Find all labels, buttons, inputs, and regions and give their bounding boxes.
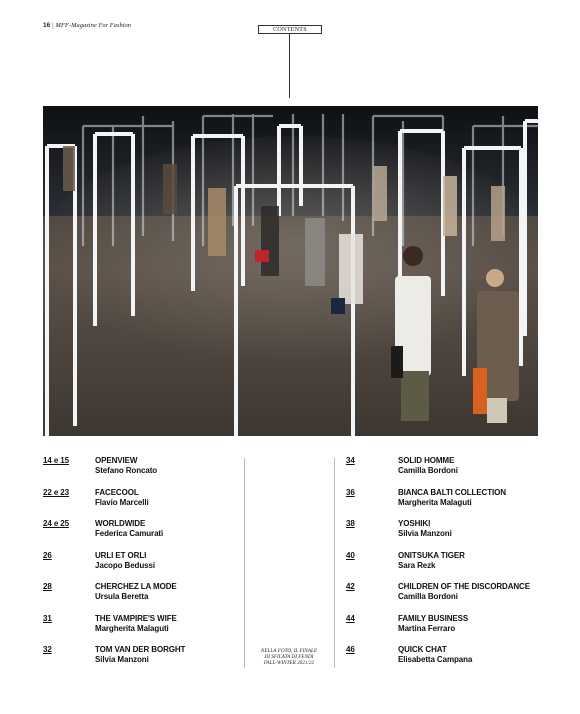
toc-author: Elisabetta Campana [398, 655, 473, 664]
toc-title: TOM VAN DER BORGHT [95, 645, 186, 654]
section-label: CONTENTS [258, 25, 322, 34]
toc-title: THE VAMPIRE'S WIFE [95, 613, 177, 623]
toc-item [346, 519, 546, 551]
toc-item [43, 614, 243, 646]
toc-item [43, 456, 243, 488]
toc-page-number: 14 e 15 [43, 456, 69, 465]
toc-page-number: 26 [43, 550, 52, 560]
toc-item [43, 488, 243, 520]
caption-line: NELLA FOTO, IL FINALE [260, 648, 318, 654]
toc-page-number: 44 [346, 613, 355, 623]
runway-photo-illustration [43, 106, 538, 436]
toc-item [43, 645, 243, 677]
toc-title: OPENVIEW [95, 456, 138, 465]
section-rule [289, 34, 290, 98]
toc-page-number: 36 [346, 487, 355, 497]
column-divider [334, 458, 335, 668]
toc-page-number: 46 [346, 645, 355, 654]
photo-caption [249, 648, 329, 667]
toc-page-number: 40 [346, 550, 355, 560]
toc-title: ONITSUKA TIGER [398, 550, 465, 560]
toc-item [346, 456, 546, 488]
toc-author: Stefano Roncato [95, 466, 158, 475]
toc-title: FAMILY BUSINESS [398, 613, 469, 623]
toc-author: Ursula Beretta [95, 592, 149, 601]
toc-title: SOLID HOMME [398, 456, 455, 465]
folio-separator: | [52, 22, 54, 29]
toc-page-number: 24 e 25 [43, 519, 69, 528]
toc-column-right [346, 456, 546, 677]
toc-author: Margherita Malaguti [95, 623, 169, 633]
toc-page-number: 34 [346, 456, 355, 465]
toc-title: QUICK CHAT [398, 645, 447, 654]
folio [43, 22, 131, 29]
toc-author: Martina Ferraro [398, 623, 456, 633]
toc-item [346, 645, 546, 677]
toc-page-number: 31 [43, 613, 52, 623]
toc-author: Margherita Malaguti [398, 497, 472, 507]
toc-page-number: 28 [43, 582, 52, 591]
runway-photo [43, 106, 538, 436]
toc-author: Camilla Bordoni [398, 466, 458, 475]
toc-author: Silvia Manzoni [398, 529, 452, 538]
toc-item [346, 551, 546, 583]
toc-item [346, 582, 546, 614]
caption-line: DI SFILATA DI FENDI [264, 654, 314, 661]
page-number: 16 [43, 22, 51, 29]
toc-title: CHILDREN OF THE DISCORDANCE [398, 582, 530, 591]
toc-item [43, 551, 243, 583]
toc-page-number: 42 [346, 582, 355, 591]
toc-title: YOSHIKI [398, 519, 431, 528]
toc-title: CHERCHEZ LA MODE [95, 582, 177, 591]
toc-page-number: 22 e 23 [43, 487, 69, 497]
toc-title: WORLDWIDE [95, 519, 146, 528]
magazine-name: MFF-Magazine For Fashion [55, 22, 132, 29]
toc-item [346, 614, 546, 646]
toc-title: BIANCA BALTI COLLECTION [398, 487, 506, 497]
toc-author: Camilla Bordoni [398, 592, 458, 601]
toc-title: URLI ET ORLI [95, 550, 147, 560]
toc-author: Flavio Marcelli [95, 497, 149, 507]
toc-item [43, 582, 243, 614]
toc-column-left [43, 456, 243, 677]
toc-author: Silvia Manzoni [95, 655, 149, 664]
toc-author: Jacopo Bedussi [95, 560, 155, 570]
toc-item [346, 488, 546, 520]
column-divider [244, 458, 245, 668]
toc-item [43, 519, 243, 551]
toc-title: FACECOOL [95, 487, 139, 497]
toc-page-number: 32 [43, 645, 52, 654]
toc-author: Federica Camurati [95, 529, 164, 538]
toc-page-number: 38 [346, 519, 355, 528]
toc-author: Sara Rezk [398, 560, 436, 570]
caption-line: FALL-WINTER 2021/22 [263, 660, 315, 667]
